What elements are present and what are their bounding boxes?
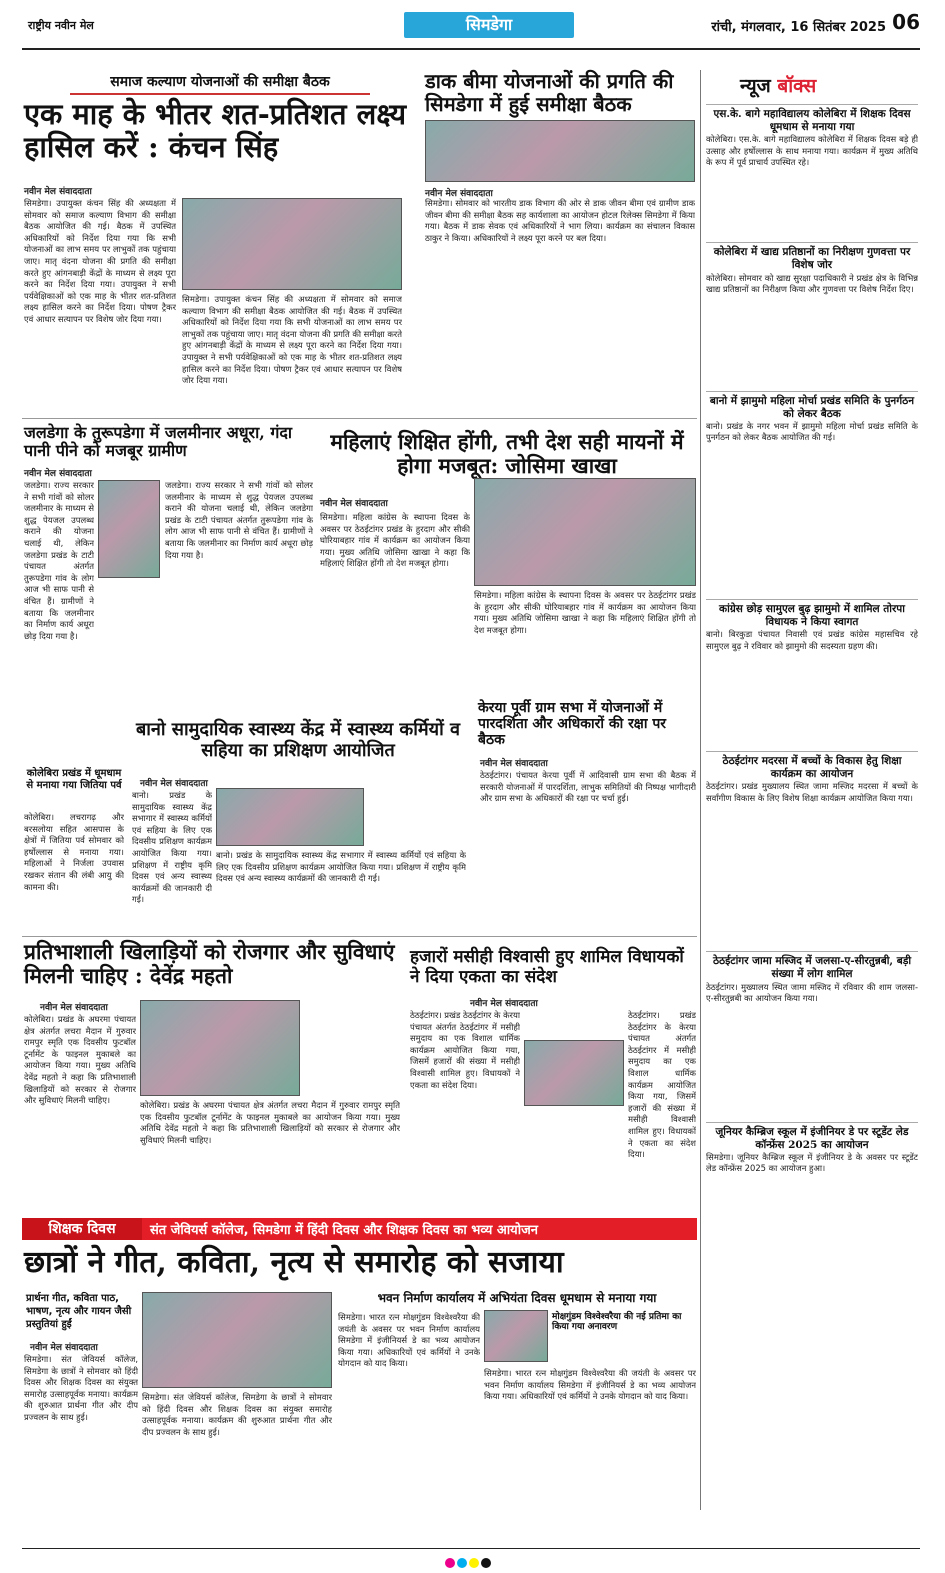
s10-bullet: प्रार्थना गीत, कविता पाठ, भाषण, नृत्य और गायन जैसी प्रस्तुतियां हुईं: [26, 1293, 132, 1330]
divider: [22, 418, 697, 419]
s3-byline: नवीन मेल संवाददाता: [24, 469, 92, 479]
news-box-item-head: बानो में झामुमो महिला मोर्चा प्रखंड समिति के पुनर्गठन को लेकर बैठक: [706, 391, 918, 421]
news-box-item-head: कोलेबिरा में खाद्य प्रतिष्ठानों का निरीक्षण गुणवत्ता पर विशेष जोर: [706, 242, 918, 272]
s5-body-col1: बानो। प्रखंड के सामुदायिक स्वास्थ्य केंद्र सभागार में स्वास्थ्य कर्मियों एवं सहिया के लिए एक दिवसीय प्रशिक्षण कार्यक्रम आयोजित किया गया। प्रशिक्षण में राष्ट्रीय कृमि दिवस एवं अन्य स्वास्थ्य कार्यक्रमों की जानकारी दी गई।: [132, 790, 212, 905]
s1-photo: [182, 198, 402, 290]
s8-photo: [140, 1000, 300, 1096]
s1-byline: नवीन मेल संवाददाता: [24, 187, 92, 197]
s10-headline: छात्रों ने गीत, कविता, नृत्य से समारोह को सजाया: [24, 1245, 564, 1280]
s1-body-col1: सिमडेगा। उपायुक्त कंचन सिंह की अध्यक्षता में सोमवार को समाज कल्याण विभाग की समीक्षा बैठक आयोजित की गई। बैठक में उपस्थित अधिकारियों को निर्देश दिया गया कि सभी योजनाओं का लाभ समय पर लाभुकों तक पहुंचाया जाए। मातृ वंदना योजना की प्रगति की समीक्षा करते हुए आंगनबाड़ी केंद्रों के माध्यम से लक्ष्य पूरा करने का निर्देश दिया गया। उपायुक्त ने सभी पर्यवेक्षिकाओं को एक माह के भीतर शत-प्रतिशत लक्ष्य हासिल करने का निर्देश दिया। पोषण ट्रैकर एवं आधार सत्यापन पर विशेष जोर दिया गया।: [24, 198, 176, 324]
s5-headline: बानो सामुदायिक स्वास्थ्य केंद्र में स्वास्थ्य कर्मियों व सहिया का प्रशिक्षण आयोजित: [135, 719, 461, 761]
news-box-list: [706, 104, 918, 1264]
s5-photo: [216, 788, 364, 846]
news-box-item-head: ठेठईटांगर मदरसा में बच्चों के विकास हेतु शिक्षा कार्यक्रम का आयोजन: [706, 751, 918, 781]
s4-body-col2: सिमडेगा। महिला कांग्रेस के स्थापना दिवस के अवसर पर ठेठईटांगर प्रखंड के हुरदाग और सीकी घोरियाबहार गांव में कार्यक्रम का आयोजन किया गया। मुख्य अतिथि जोसिमा खाखा ने कहा कि महिलाएं शिक्षित होंगी तो देश मजबूत होगा।: [474, 590, 696, 635]
s9-body-col1: ठेठईटांगर। प्रखंड ठेठईटांगर के केरया पंचायत अंतर्गत ठेठईटांगर में मसीही समुदाय का एक विशाल धार्मिक कार्यक्रम आयोजित किया गया, जिसमें हजारों की संख्या में मसीही विश्वासी शामिल हुए। विधायकों ने एकता का संदेश दिया।: [410, 1010, 520, 1090]
s10-photo: [142, 1292, 332, 1388]
news-box-item-head: ठेठईटांगर जामा मस्जिद में जलसा-ए-सीरतुन्नबी, बड़ी संख्या में लोग शामिल: [706, 951, 918, 981]
s2-body: सिमडेगा। सोमवार को भारतीय डाक विभाग की ओर से डाक जीवन बीमा एवं ग्रामीण डाक जीवन बीमा की समीक्षा बैठक सह कार्यशाला का आयोजन होटल रिलेक्स सिमडेगा में किया गया। बैठक में डाक सेवक एवं अधिकारियों ने भाग लिया। कार्यक्रम का संचालन विकास ठाकुर ने किया। अधिकारियों ने लक्ष्य पूरा करने पर बल दिया।: [425, 198, 695, 243]
news-box-item-body: कोलेबिरा। एस.के. बागे महाविद्यालय कोलेबिरा में शिक्षक दिवस बड़े ही उत्साह और हर्षोल्लास के साथ मनाया गया। कार्यक्रम में मुख्य अतिथि के रूप में पूर्व प्राचार्य उपस्थित रहे।: [706, 134, 918, 168]
s1-body-col2: सिमडेगा। उपायुक्त कंचन सिंह की अध्यक्षता में सोमवार को समाज कल्याण विभाग की समीक्षा बैठक आयोजित की गई। बैठक में उपस्थित अधिकारियों को निर्देश दिया गया कि सभी योजनाओं का लाभ समय पर लाभुकों तक पहुंचाया जाए। मातृ वंदना योजना की प्रगति की समीक्षा करते हुए आंगनबाड़ी केंद्रों के माध्यम से लक्ष्य पूरा करने का निर्देश दिया गया। उपायुक्त ने सभी पर्यवेक्षिकाओं को एक माह के भीतर शत-प्रतिशत लक्ष्य हासिल करने का निर्देश दिया। पोषण ट्रैकर एवं आधार सत्यापन पर विशेष जोर दिया गया।: [182, 294, 402, 386]
s3-photo: [98, 480, 160, 578]
s10-body-col1: सिमडेगा। संत जेवियर्स कॉलेज, सिमडेगा के छात्रों ने सोमवार को हिंदी दिवस और शिक्षक दिवस का संयुक्त समारोह उत्साहपूर्वक मनाया। कार्यक्रम की शुरुआत प्रार्थना गीत और दीप प्रज्वलन के साथ हुई।: [24, 1354, 138, 1422]
feature-band-text: संत जेवियर्स कॉलेज, सिमडेगा में हिंदी दिवस और शिक्षक दिवस का भव्य आयोजन: [150, 1223, 538, 1238]
s8-body-col1: कोलेबिरा। प्रखंड के अघरमा पंचायत क्षेत्र अंतर्गत लचरा मैदान में गुरुवार रामपुर स्मृति एक दिवसीय फुटबॉल टूर्नामेंट के फाइनल मुकाबले का आयोजन किया गया। मुख्य अतिथि देवेंद्र महतो ने कहा कि प्रतिभाशाली खिलाड़ियों को सरकार से रोजगार और सुविधाएं मिलनी चाहिए।: [24, 1014, 136, 1106]
s9-byline: नवीन मेल संवाददाता: [470, 999, 538, 1009]
news-box-item-body: कोलेबिरा। सोमवार को खाद्य सुरक्षा पदाधिकारी ने प्रखंड क्षेत्र के विभिन्न खाद्य प्रतिष्ठानों का निरीक्षण किया और गुणवत्ता पर विशेष निर्देश दिए।: [706, 272, 918, 295]
news-box-item-head: जूनियर कैम्ब्रिज स्कूल में इंजीनियर डे पर स्टूडेंट लेड कॉन्फ्रेंस 2025 का आयोजन: [706, 1122, 918, 1152]
s6-body: ठेठईटांगर। पंचायत केरया पूर्वी में आदिवासी ग्राम सभा की बैठक में सरकारी योजनाओं में पारदर्शिता, लाभुक समितियों की निष्पक्ष भागीदारी और ग्राम सभा के अधिकारों की रक्षा पर चर्चा हुई।: [480, 770, 696, 804]
news-box-item-head: एस.के. बागे महाविद्यालय कोलेबिरा में शिक्षक दिवस धूमधाम से मनाया गया: [706, 104, 918, 134]
s7-body: कोलेबिरा। लचरागढ़ और बरसलोया सहित आसपास के क्षेत्रों में जितिया पर्व सोमवार को हर्षोल्लास से मनाया गया। महिलाओं ने निर्जला उपवास रखकर संतान की लंबी आयु की कामना की।: [24, 812, 124, 892]
s5-byline: नवीन मेल संवाददाता: [140, 779, 208, 789]
news-box-title-b: बॉक्स: [777, 75, 817, 97]
page-number: 06: [892, 10, 920, 34]
s4-photo: [474, 478, 696, 586]
s10-body-col2: सिमडेगा। संत जेवियर्स कॉलेज, सिमडेगा के छात्रों ने सोमवार को हिंदी दिवस और शिक्षक दिवस का संयुक्त समारोह उत्साहपूर्वक मनाया। कार्यक्रम की शुरुआत प्रार्थना गीत और दीप प्रज्वलन के साथ हुई।: [142, 1392, 332, 1437]
s4-headline: महिलाएं शिक्षित होंगी, तभी देश सही मायनों में होगा मजबूत: जोसिमा खाखा: [330, 429, 684, 479]
s3-body-col2: जलडेगा। राज्य सरकार ने सभी गांवों को सोलर जलमीनार के माध्यम से शुद्ध पेयजल उपलब्ध कराने की योजना चलाई थी, लेकिन जलडेगा प्रखंड के टाटी पंचायत अंतर्गत तुरूपडेगा गांव के लोग आज भी साफ पानी से वंचित हैं। ग्रामीणों ने बताया कि जलमीनार का निर्माण कार्य अधूरा छोड़ दिया गया है।: [165, 480, 313, 560]
news-box-item-body: बानो। प्रखंड के नगर भवन में झामुमो महिला मोर्चा प्रखंड समिति के पुनर्गठन को लेकर बैठक आयोजित की गई।: [706, 420, 918, 443]
s3-body-col1: जलडेगा। राज्य सरकार ने सभी गांवों को सोलर जलमीनार के माध्यम से शुद्ध पेयजल उपलब्ध कराने की योजना चलाई थी, लेकिन जलडेगा प्रखंड के टाटी पंचायत अंतर्गत तुरूपडेगा गांव के लोग आज भी साफ पानी से वंचित हैं। ग्रामीणों ने बताया कि जलमीनार का निर्माण कार्य अधूरा छोड़ दिया गया है।: [24, 480, 94, 641]
news-box-item-body: ठेठईटांगर। मुख्यालय स्थित जामा मस्जिद में रविवार की शाम जलसा-ए-सीरतुन्नबी का आयोजन किया गया।: [706, 981, 918, 1004]
s8-headline: प्रतिभाशाली खिलाड़ियों को रोजगार और सुविधाएं मिलनी चाहिए : देवेंद्र महतो: [24, 939, 395, 989]
s8-byline: नवीन मेल संवाददाता: [40, 1003, 108, 1013]
s9-body-col3: ठेठईटांगर। प्रखंड ठेठईटांगर के केरया पंचायत अंतर्गत ठेठईटांगर में मसीही समुदाय का एक विशाल धार्मिक कार्यक्रम आयोजित किया गया, जिसमें हजारों की संख्या में मसीही विश्वासी शामिल हुए। विधायकों ने एकता का संदेश दिया।: [628, 1010, 696, 1160]
s11-caption: मोक्षगुंडम विश्वेश्वरैया की नई प्रतिमा का किया गया अनावरण: [552, 1312, 682, 1333]
s3-headline: जलडेगा के तुरूपडेगा में जलमीनार अधूरा, गंदा पानी पीने को मजबूर ग्रामीण: [24, 423, 293, 461]
news-box-item-body: बानो। बिरकुडा पंचायत निवासी एवं प्रखंड कांग्रेस महासचिव रहे सामुएल बुढ़ ने रविवार को झामुमो की सदस्यता ग्रहण की।: [706, 629, 918, 651]
news-box-item-head: कांग्रेस छोड़ सामुएल बुढ़ झामुमो में शामिल तोरपा विधायक ने किया स्वागत: [706, 599, 918, 629]
masthead: राष्ट्रीय नवीन मेल: [28, 19, 94, 32]
s2-byline: नवीन मेल संवाददाता: [425, 189, 493, 199]
divider: [22, 936, 697, 937]
news-box-title-a: न्यूज: [740, 75, 771, 97]
s4-byline: नवीन मेल संवाददाता: [320, 499, 388, 509]
feature-band-label: शिक्षक दिवस: [22, 1218, 142, 1240]
s9-photo: [524, 1040, 624, 1106]
dateline: रांची, मंगलवार, 16 सितंबर 2025: [711, 20, 886, 35]
section-label: सिमडेगा: [404, 12, 574, 38]
footer-rule: [22, 1548, 920, 1549]
page-header: [22, 6, 920, 50]
news-box-item-body: सिमडेगा। जूनियर कैम्ब्रिज स्कूल में इंजीनियर डे के अवसर पर स्टूडेंट लेड कॉन्फ्रेंस 2025 का आयोजन हुआ।: [706, 1151, 918, 1174]
s1-kicker: समाज कल्याण योजनाओं की समीक्षा बैठक: [70, 72, 370, 95]
s6-byline: नवीन मेल संवाददाता: [480, 759, 548, 769]
news-box-title: [740, 72, 816, 98]
s10-byline: नवीन मेल संवाददाता: [30, 1343, 98, 1353]
s11-headline: भवन निर्माण कार्यालय में अभियंता दिवस धूमधाम से मनाया गया: [377, 1291, 657, 1305]
s6-headline: केरया पूर्वी ग्राम सभा में योजनाओं में पारदर्शिता और अधिकारों की रक्षा पर बैठक: [478, 700, 667, 749]
s7-headline: कोलेबिरा प्रखंड में धूमधाम से मनाया गया जितिया पर्व: [26, 768, 122, 791]
s5-body-col2: बानो। प्रखंड के सामुदायिक स्वास्थ्य केंद्र सभागार में स्वास्थ्य कर्मियों एवं सहिया के लिए एक दिवसीय प्रशिक्षण कार्यक्रम आयोजित किया गया। प्रशिक्षण में राष्ट्रीय कृमि दिवस एवं अन्य स्वास्थ्य कार्यक्रमों की जानकारी दी गई।: [216, 850, 466, 884]
s11-photo: [484, 1310, 548, 1362]
s2-headline: डाक बीमा योजनाओं की प्रगति की सिमडेगा में हुई समीक्षा बैठक: [425, 69, 674, 116]
s11-body-col2: सिमडेगा। भारत रत्न मोक्षगुंडम विश्वेश्वरैया की जयंती के अवसर पर भवन निर्माण कार्यालय सिमडेगा में इंजीनियर्स डे का भव्य आयोजन किया गया। अधिकारियों एवं कर्मियों ने उनके योगदान को याद किया।: [484, 1368, 696, 1402]
s2-photo: [425, 120, 695, 182]
news-box-item-body: ठेठईटांगर। प्रखंड मुख्यालय स्थित जामा मस्जिद मदरसा में बच्चों के सर्वांगीण विकास के लिए विशेष शिक्षा कार्यक्रम आयोजित किया गया।: [706, 781, 918, 803]
s1-headline: एक माह के भीतर शत-प्रतिशत लक्ष्य हासिल करें : कंचन सिंह: [24, 97, 407, 165]
s9-headline: हजारों मसीही विश्वासी हुए शामिल विधायकों ने दिया एकता का संदेश: [410, 947, 684, 987]
s8-body-col2: कोलेबिरा। प्रखंड के अघरमा पंचायत क्षेत्र अंतर्गत लचरा मैदान में गुरुवार रामपुर स्मृति एक दिवसीय फुटबॉल टूर्नामेंट के फाइनल मुकाबले का आयोजन किया गया। मुख्य अतिथि देवेंद्र महतो ने कहा कि प्रतिभाशाली खिलाड़ियों को सरकार से रोजगार और सुविधाएं मिलनी चाहिए।: [140, 1100, 400, 1145]
s4-body-col1: सिमडेगा। महिला कांग्रेस के स्थापना दिवस के अवसर पर ठेठईटांगर प्रखंड के हुरदाग और सीकी घोरियाबहार गांव में कार्यक्रम का आयोजन किया गया। मुख्य अतिथि जोसिमा खाखा ने कहा कि महिलाएं शिक्षित होंगी तो देश मजबूत होगा।: [320, 512, 470, 569]
s11-body-col1: सिमडेगा। भारत रत्न मोक्षगुंडम विश्वेश्वरैया की जयंती के अवसर पर भवन निर्माण कार्यालय सिमडेगा में इंजीनियर्स डे का भव्य आयोजन किया गया। अधिकारियों एवं कर्मियों ने उनके योगदान को याद किया।: [338, 1312, 480, 1369]
registration-marks: [445, 1553, 493, 1572]
